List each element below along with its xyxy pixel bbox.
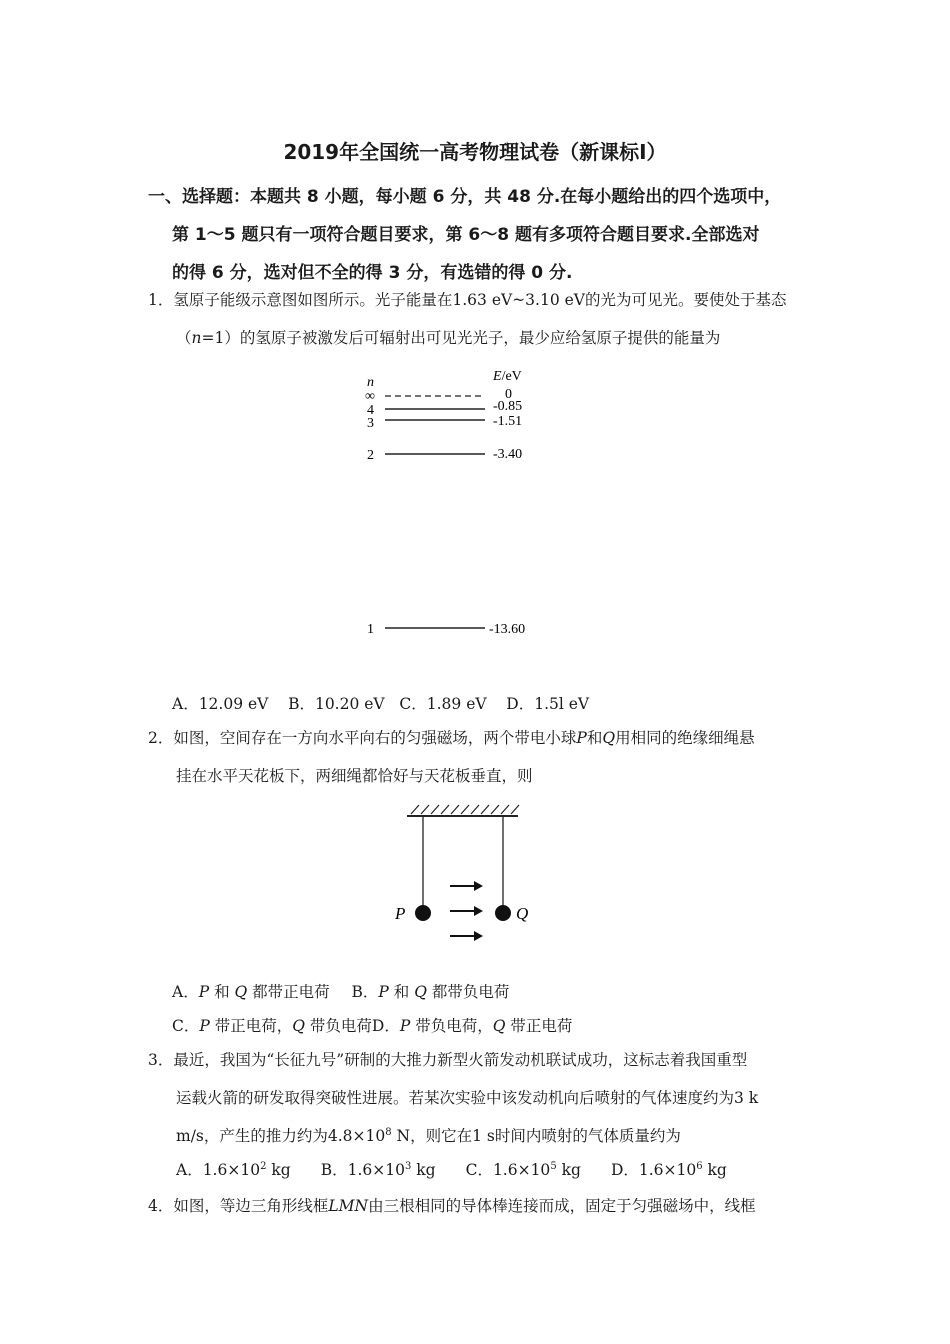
q3-stem-line-2: 运载火箭的研发取得突破性进展。若某次实验中该发动机向后喷射的气体速度约为3 k <box>176 1089 759 1107</box>
ball-p <box>415 905 431 921</box>
q1-n-var: n <box>191 329 202 347</box>
q1-stem-line-1 <box>148 288 786 310</box>
q3-number: 3． <box>148 1051 174 1069</box>
q3-option-c: C．$1.6\times 10^5$ kg <box>465 1160 581 1179</box>
ball-q <box>495 905 511 921</box>
level-energy-4: -0.85 <box>493 399 523 414</box>
q3-stem-line-1 <box>148 1048 747 1070</box>
level-n-inf: ∞ <box>365 389 375 404</box>
q1-options: A．12.09 eV B．10.20 eV C．1.89 eV D．1.5l eV <box>172 695 590 713</box>
q2-option-c: C．P 带正电荷，Q 带负电荷 <box>172 1017 372 1035</box>
ceiling-hatching <box>411 805 519 814</box>
level-n-1: 1 <box>367 622 374 637</box>
q2-number: 2． <box>148 729 174 747</box>
q4-number: 4． <box>148 1197 174 1215</box>
q3-option-d: D．$1.6\times 10^6$ kg <box>610 1160 727 1179</box>
q2-var-p: P <box>576 729 587 747</box>
q1-number: 1． <box>148 291 174 309</box>
q1-stem-line-2 <box>176 326 720 348</box>
section-heading-line-3: 的得 6 分，选对但不全的得 3 分，有选错的得 0 分. <box>172 263 573 283</box>
q3-option-a: A．$1.6\times 10^2$ kg <box>176 1160 291 1179</box>
q2-text-2: 用相同的绝缘细绳悬 <box>615 729 755 747</box>
q2-option-row-1 <box>172 980 509 1002</box>
q2-option-d: D．P 带负电荷，Q 带正电荷 <box>371 1017 573 1035</box>
level-energy-3: -1.51 <box>493 414 523 429</box>
level-energy-inf: 0 <box>505 387 512 402</box>
q2-option-row-2 <box>172 1014 572 1036</box>
level-energy-1: -13.60 <box>489 622 526 637</box>
pendulum-diagram <box>385 800 545 950</box>
level-n-4: 4 <box>367 403 374 418</box>
section-heading-line-2: 第 1～5 题只有一项符合题目要求，第 6～8 题有多项符合题目要求.全部选对 <box>172 225 760 245</box>
q2-text-and: 和 <box>586 729 603 747</box>
energy-axis-label: E/eV <box>493 369 522 384</box>
q4-stem-line-1: 4．如图，等边三角形线框LMN由三根相同的导体棒连接而成，固定于匀强磁场中，线框 <box>148 1197 756 1215</box>
n-axis-label: n <box>367 375 374 390</box>
level-n-3: 3 <box>367 416 374 431</box>
q1-text-2: =1）的氢原子被激发后可辐射出可见光光子，最少应给氢原子提供的能量为 <box>201 329 721 347</box>
page-title: 2019年全国统一高考物理试卷（新课标Ⅰ） <box>283 140 667 164</box>
q3-options <box>176 1158 727 1180</box>
field-arrows <box>450 881 483 941</box>
q4-var-lmn: LMN <box>328 1197 369 1215</box>
q2-var-q: Q <box>602 729 616 747</box>
q1-paren: （ <box>176 329 192 347</box>
label-p: P <box>395 904 406 923</box>
q3-option-b: B．$1.6\times 10^3$ kg <box>320 1160 436 1179</box>
q3-text: 最近，我国为“长征九号”研制的大推力新型火箭发动机联试成功，这标志着我国重型 <box>173 1051 748 1069</box>
label-q: Q <box>516 904 529 923</box>
q2-stem-line-1 <box>148 726 755 748</box>
q2-option-b: B．P 和 Q 都带负电荷 <box>351 983 510 1001</box>
q2-stem-line-2: 挂在水平天花板下，两细绳都恰好与天花板垂直，则 <box>176 767 533 785</box>
q2-option-a: A．P 和 Q 都带正电荷 <box>172 983 330 1001</box>
q3-stem-line-3: m/s，产生的推力约为$4.8\times 10^8$ N，则它在1 s时间内喷射的气体质量约为 <box>176 1126 681 1145</box>
q2-text: 如图，空间存在一方向水平向右的匀强磁场，两个带电小球 <box>173 729 577 747</box>
section-heading-line-1: 一、选择题：本题共 8 小题，每小题 6 分，共 48 分.在每小题给出的四个选项中， <box>148 187 782 207</box>
q1-text: 氢原子能级示意图如图所示。光子能量在1.63 eV~3.10 eV的光为可见光。要使处于基态 <box>173 291 787 309</box>
level-n-2: 2 <box>367 448 374 463</box>
energy-level-diagram <box>355 362 555 642</box>
level-energy-2: -3.40 <box>493 447 523 462</box>
